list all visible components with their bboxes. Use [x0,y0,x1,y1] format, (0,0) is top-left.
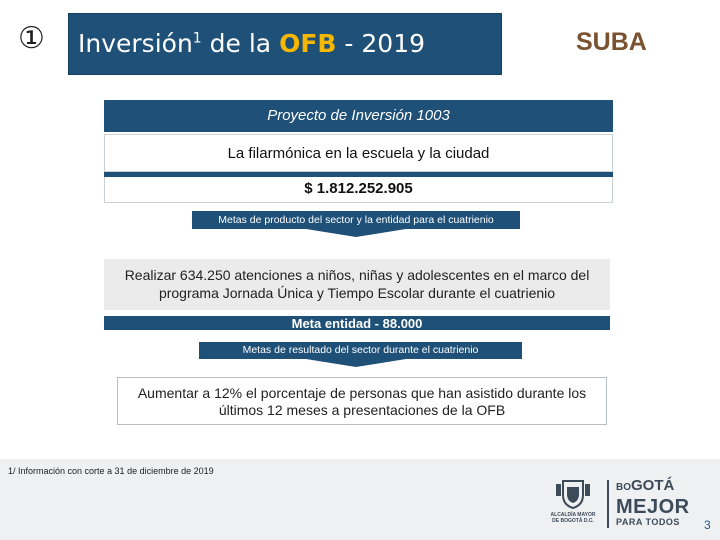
page-number: 3 [704,518,711,532]
logo-divider [607,480,609,528]
entity-goal: Meta entidad - 88.000 [104,316,610,330]
product-goal-line-2: programa Jornada Única y Tiempo Escolar durante el cuatrienio [158,285,556,301]
locality-label: SUBA [576,28,647,56]
project-name: La filarmónica en la escuela y la ciudad [104,134,613,172]
result-goal-text [117,377,607,425]
page-title [78,29,425,58]
result-goals-banner: Metas de resultado del sector durante el cuatrienio [199,342,522,359]
title-suffix: - 2019 [336,29,426,58]
title-highlight: OFB [279,29,337,58]
logo-bogota: BOGOTÁ [616,477,675,494]
result-goal-line-2: últimos 12 meses a presentaciones de la OFB [218,402,506,418]
project-amount: $ 1.812.252.905 [104,177,613,203]
project-header: Proyecto de Inversión 1003 [104,100,613,132]
title-mid: de la [201,29,280,58]
logo-mejor: MEJOR [616,496,690,518]
down-arrow-icon [306,229,406,237]
result-goal-line-1: Aumentar a 12% el porcentaje de personas que han asistido durante los [137,385,587,401]
title-footnote-marker: 1 [192,30,202,47]
logo-para-todos: PARA TODOS [616,517,680,527]
footnote: 1/ Información con corte a 31 de diciembre de 2019 [8,466,214,476]
product-goal-line-1: Realizar 634.250 atenciones a niños, niñas y adolescentes en el marco del [124,267,590,283]
down-arrow-icon [306,359,406,367]
product-goal-text [104,259,610,310]
city-seal-icon [556,479,590,509]
slide-number-icon: ① [18,21,45,56]
seal-caption: ALCALDÍA MAYOR DE BOGOTÁ D.C. [550,512,596,524]
title-prefix: Inversión [78,29,193,58]
product-goals-banner: Metas de producto del sector y la entidad para el cuatrienio [192,211,520,229]
